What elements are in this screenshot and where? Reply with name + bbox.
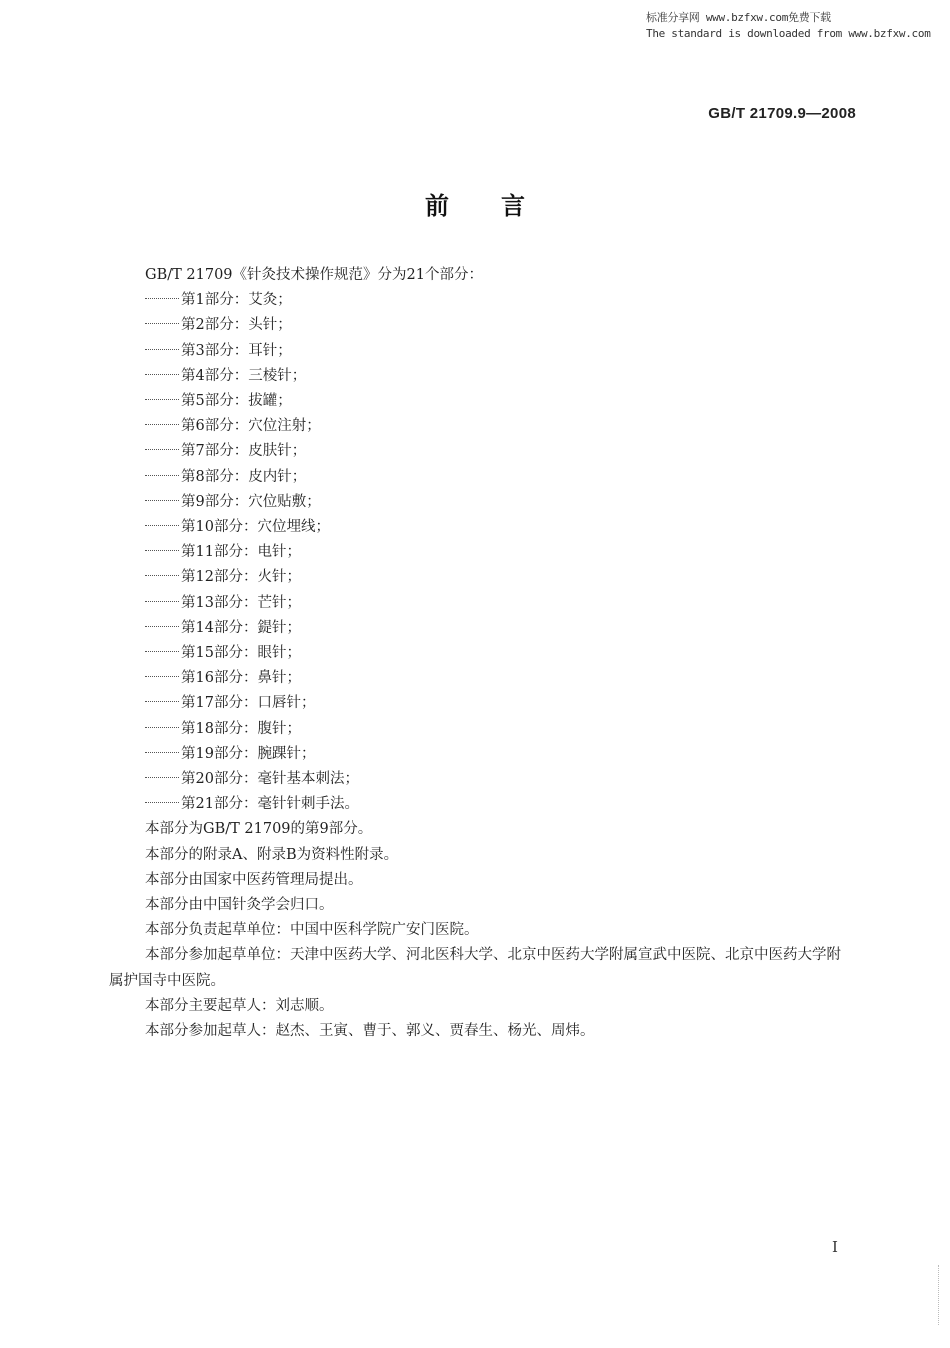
leader-dash xyxy=(145,374,179,375)
part-label: 第13部分：芒针； xyxy=(181,594,301,611)
part-label: 第9部分：穴位贴敷； xyxy=(181,493,321,510)
part-label: 第10部分：穴位埋线； xyxy=(181,519,330,536)
foreword-paragraph: 本部分为GB/T 21709的第9部分。 xyxy=(145,821,373,838)
part-list-item xyxy=(109,717,849,742)
leader-dash xyxy=(145,601,179,602)
leader-dash xyxy=(145,525,179,526)
page-title: 前言 xyxy=(425,192,577,220)
part-label: 第7部分：皮肤针； xyxy=(181,443,307,460)
part-list-item xyxy=(109,616,849,641)
part-list-item xyxy=(109,339,849,364)
part-list-item xyxy=(109,691,849,716)
part-list-item xyxy=(109,288,849,313)
leader-dash xyxy=(145,777,179,778)
leader-dash xyxy=(145,399,179,400)
foreword-paragraph: 本部分由中国针灸学会归口。 xyxy=(145,897,334,914)
leader-dash xyxy=(145,802,179,803)
scan-edge-mark xyxy=(938,1265,941,1325)
watermark-line-en: The standard is downloaded from www.bzfxw.com xyxy=(646,27,931,40)
part-label: 第2部分：头针； xyxy=(181,317,292,334)
part-label: 第17部分：口唇针； xyxy=(181,695,316,712)
leader-dash xyxy=(145,727,179,728)
part-list-item xyxy=(109,565,849,590)
part-list-item xyxy=(109,792,849,817)
part-label: 第4部分：三棱针； xyxy=(181,367,307,384)
leader-dash xyxy=(145,676,179,677)
part-list-item xyxy=(109,641,849,666)
leader-dash xyxy=(145,449,179,450)
part-list-item xyxy=(109,490,849,515)
leader-dash xyxy=(145,575,179,576)
leader-dash xyxy=(145,323,179,324)
part-label: 第11部分：电针； xyxy=(181,544,301,561)
part-list-item xyxy=(109,313,849,338)
part-label: 第16部分：鼻针； xyxy=(181,670,301,687)
foreword-paragraph: 本部分参加起草单位：天津中医药大学、河北医科大学、北京中医药大学附属宣武中医院、北京中医药大学附属护国寺中医院。 xyxy=(109,947,841,989)
part-list-item xyxy=(109,666,849,691)
part-list-item xyxy=(109,439,849,464)
part-list-item xyxy=(109,414,849,439)
part-list-item xyxy=(109,465,849,490)
leader-dash xyxy=(145,500,179,501)
leader-dash xyxy=(145,424,179,425)
part-list-item xyxy=(109,591,849,616)
watermark xyxy=(646,10,931,42)
part-label: 第1部分：艾灸； xyxy=(181,292,292,309)
foreword-paragraph: 本部分由国家中医药管理局提出。 xyxy=(145,871,363,888)
part-label: 第14部分：鍉针； xyxy=(181,619,301,636)
foreword-paragraph: 本部分主要起草人：刘志顺。 xyxy=(145,997,334,1014)
part-list-item xyxy=(109,742,849,767)
leader-dash xyxy=(145,475,179,476)
part-label: 第19部分：腕踝针； xyxy=(181,745,316,762)
part-label: 第3部分：耳针； xyxy=(181,342,292,359)
leader-dash xyxy=(145,651,179,652)
foreword-paragraph: 本部分参加起草人：赵杰、王寅、曹于、郭义、贾春生、杨光、周炜。 xyxy=(145,1023,595,1040)
leader-dash xyxy=(145,701,179,702)
leader-dash xyxy=(145,550,179,551)
part-label: 第8部分：皮内针； xyxy=(181,468,307,485)
foreword-paragraph: 本部分的附录A、附录B为资料性附录。 xyxy=(145,846,399,863)
page-number: I xyxy=(832,1238,838,1256)
parts-list xyxy=(109,288,849,817)
foreword-paragraphs xyxy=(109,817,849,1044)
part-label: 第6部分：穴位注射； xyxy=(181,418,321,435)
part-label: 第5部分：拔罐； xyxy=(181,393,292,410)
part-list-item xyxy=(109,540,849,565)
part-list-item xyxy=(109,515,849,540)
foreword-paragraph: 本部分负责起草单位：中国中医科学院广安门医院。 xyxy=(145,922,479,939)
part-list-item xyxy=(109,767,849,792)
part-label: 第20部分：毫针基本刺法； xyxy=(181,771,359,788)
part-label: 第21部分：毫针针刺手法。 xyxy=(181,796,359,813)
part-label: 第12部分：火针； xyxy=(181,569,301,586)
part-list-item xyxy=(109,389,849,414)
part-list-item xyxy=(109,364,849,389)
standard-code: GB/T 21709.9—2008 xyxy=(708,105,856,122)
watermark-line-cn: 标准分享网 www.bzfxw.com免费下载 xyxy=(646,11,831,24)
part-label: 第15部分：眼针； xyxy=(181,645,301,662)
foreword-body xyxy=(109,263,849,1044)
leader-dash xyxy=(145,752,179,753)
leader-dash xyxy=(145,349,179,350)
intro-paragraph: GB/T 21709《针灸技术操作规范》分为21个部分： xyxy=(145,267,483,283)
part-label: 第18部分：腹针； xyxy=(181,720,301,737)
leader-dash xyxy=(145,626,179,627)
leader-dash xyxy=(145,298,179,299)
